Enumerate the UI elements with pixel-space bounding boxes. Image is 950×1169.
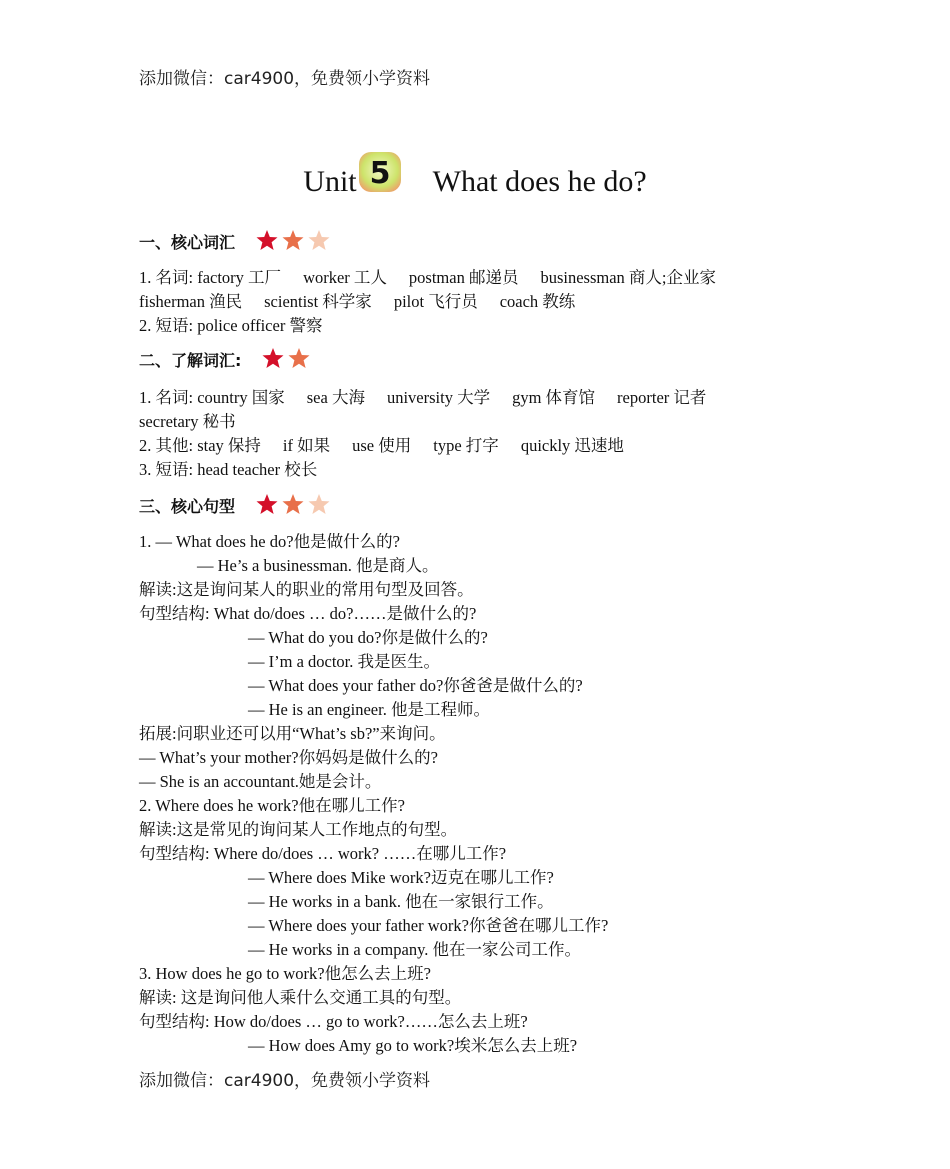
sentence-line: — She is an accountant.她是会计。 [139, 772, 382, 791]
section3-heading [139, 493, 333, 521]
vocab-item: coach 教练 [499, 292, 576, 311]
vocab-item: use 使用 [352, 436, 412, 455]
sentence-line: — Where does your father work?你爸爸在哪儿工作? [248, 916, 609, 935]
section2-heading-text: 二、了解词汇: [139, 351, 242, 370]
vocab-line [139, 314, 839, 338]
vocab-item: worker 工人 [303, 268, 387, 287]
sentence-line: — What’s your mother?你妈妈是做什么的? [139, 748, 438, 767]
sentence-line: 句型结构: What do/does … do?……是做什么的? [139, 604, 477, 623]
vocab-line [139, 434, 839, 458]
sentence-line: 3. How does he go to work?他怎么去上班? [139, 964, 431, 983]
vocab-item: secretary 秘书 [139, 412, 236, 431]
page-title [0, 148, 950, 214]
vocab-item: postman 邮递员 [408, 268, 519, 287]
section2-body [139, 386, 839, 482]
sentence-line: — How does Amy go to work?埃米怎么去上班? [248, 1036, 578, 1055]
vocab-item: if 如果 [282, 436, 331, 455]
vocab-item: type 打字 [433, 436, 499, 455]
vocab-item: gym 体育馆 [512, 388, 596, 407]
sentence-line: 句型结构: Where do/does … work? ……在哪儿工作? [139, 844, 507, 863]
sentence-line: — What does your father do?你爸爸是做什么的? [248, 676, 583, 695]
section3-stars [255, 490, 333, 518]
sentence-line: 拓展:问职业还可以用“What’s sb?”来询问。 [139, 724, 446, 743]
star-icon [307, 229, 331, 251]
star-icon [255, 493, 279, 515]
sentence-line: — Where does Mike work?迈克在哪儿工作? [248, 868, 554, 887]
vocab-item: university 大学 [386, 388, 491, 407]
section2-stars [261, 344, 313, 372]
sentence-line: — What do you do?你是做什么的? [248, 628, 488, 647]
section1-heading [139, 229, 333, 257]
vocab-item: 2. 短语: police officer 警察 [139, 316, 323, 335]
sentence-line: 句型结构: How do/does … go to work?……怎么去上班? [139, 1012, 528, 1031]
title-subtitle: What does he do? [432, 165, 647, 199]
title-unit: Unit [303, 165, 357, 199]
vocab-item: quickly 迅速地 [520, 436, 624, 455]
section3-body [139, 530, 839, 1058]
section1-body [139, 266, 839, 338]
vocab-item: pilot 飞行员 [393, 292, 478, 311]
sentence-line: — He works in a bank. 他在一家银行工作。 [248, 892, 554, 911]
vocab-item: 1. 名词: factory 工厂 [139, 268, 282, 287]
vocab-item: businessman 商人;企业家 [540, 268, 717, 287]
footer-note: 添加微信：car4900，免费领小学资料 [139, 1071, 431, 1091]
vocab-item: reporter 记者 [617, 388, 707, 407]
vocab-line [139, 386, 839, 410]
sentence-line: — He works in a company. 他在一家公司工作。 [248, 940, 582, 959]
vocab-item: scientist 科学家 [264, 292, 372, 311]
vocab-item: fisherman 渔民 [139, 292, 243, 311]
star-icon [307, 493, 331, 515]
sentence-line: 2. Where does he work?他在哪儿工作? [139, 796, 405, 815]
sentence-line: — I’m a doctor. 我是医生。 [248, 652, 441, 671]
vocab-item: 3. 短语: head teacher 校长 [139, 460, 318, 479]
sentence-line: 1. — What does he do?他是做什么的? [139, 532, 400, 551]
star-icon [281, 229, 305, 251]
unit-number: 5 [369, 156, 391, 192]
vocab-line [139, 458, 839, 482]
section2-heading [139, 347, 313, 375]
sentence-line: — He’s a businessman. 他是商人。 [197, 556, 439, 575]
vocab-item: sea 大海 [306, 388, 365, 407]
sentence-line: 解读: 这是询问他人乘什么交通工具的句型。 [139, 988, 462, 1007]
star-icon [287, 347, 311, 369]
sentence-line: 解读:这是常见的询问某人工作地点的句型。 [139, 820, 458, 839]
sentence-line: 解读:这是询问某人的职业的常用句型及回答。 [139, 580, 474, 599]
vocab-line [139, 290, 839, 314]
unit-number-badge [357, 150, 403, 194]
vocab-item: 1. 名词: country 国家 [139, 388, 285, 407]
section1-stars [255, 226, 333, 254]
header-note: 添加微信：car4900，免费领小学资料 [139, 69, 431, 89]
star-icon [261, 347, 285, 369]
sentence-line: — He is an engineer. 他是工程师。 [248, 700, 490, 719]
section1-heading-text: 一、核心词汇 [139, 233, 236, 252]
star-icon [281, 493, 305, 515]
vocab-line [139, 266, 839, 290]
vocab-line [139, 410, 839, 434]
vocab-item: 2. 其他: stay 保持 [139, 436, 261, 455]
section3-heading-text: 三、核心句型 [139, 497, 236, 516]
star-icon [255, 229, 279, 251]
